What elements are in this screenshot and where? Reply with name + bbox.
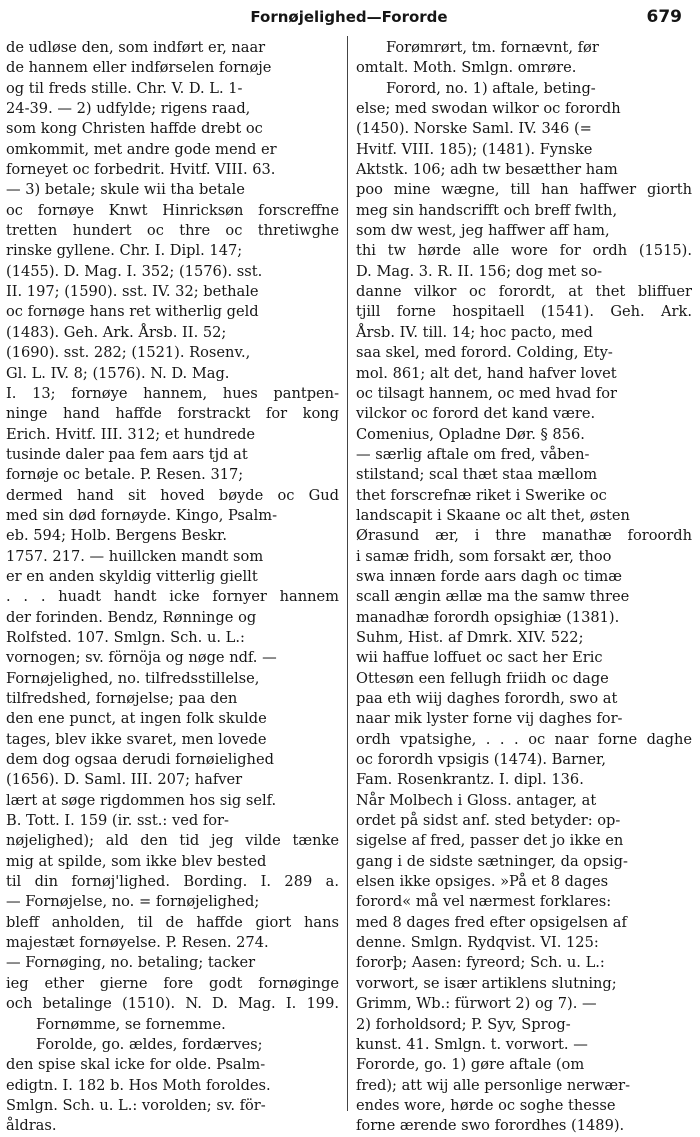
text-line: paa eth wiij daghes forordh, swo at (356, 690, 618, 707)
text-line: och betalinge (1510). N. D. Mag. I. 199. (6, 995, 339, 1013)
text-line: D. Mag. 3. R. II. 156; dog met so- (356, 262, 603, 280)
text-line: — Fornøjelse, no. = fornøjelighed; (6, 893, 260, 911)
text-line: 24-39. — 2) udfylde; rigens raad, (6, 100, 251, 118)
text-line: Fam. Rosenkrantz. I. dipl. 136. (356, 771, 584, 789)
text-line: ieg ether gierne fore godt fornøginge (6, 974, 339, 992)
text-line: de hannem eller indførselen fornøje (6, 59, 272, 77)
text-line: vilckor oc forord det kand være. (356, 405, 596, 423)
text-line: Forolde, go. ældes, fordærves; (36, 1035, 263, 1053)
text-line: forord« må vel nærmest forklares: (356, 893, 612, 911)
text-line: Forord, no. 1) aftale, beting- (386, 79, 596, 97)
text-line: saa skel, med forord. Colding, Ety- (356, 344, 613, 362)
text-line: Aktstk. 106; adh tw besætther ham (356, 161, 618, 179)
text-line: tusinde daler paa fem aars tjd at (6, 445, 248, 463)
text-line: mig at spilde, som ikke blev bested (6, 852, 267, 870)
text-line: manadhæ forordh opsighiæ (1381). (356, 608, 620, 626)
text-line: oc fornøge hans ret witherlig geld (6, 303, 259, 321)
text-line: lært at søge rigdommen hos sig self. (6, 791, 277, 809)
text-line: vornogen; sv. förnöja og nøge ndf. — (6, 649, 277, 667)
text-line: 2) forholdsord; P. Syv, Sprog- (356, 1015, 571, 1033)
running-title: Fornøjelighed—Forordе (250, 8, 448, 26)
text-line: (1455). D. Mag. I. 352; (1576). sst. (6, 262, 263, 280)
text-line: ninge hand haffde forstrackt for kong (6, 405, 339, 423)
text-line: (1483). Geh. Ark. Årsb. II. 52; (6, 323, 227, 341)
text-line: vorwort, se især artiklens slutning; (356, 974, 617, 992)
text-line: mol. 861; alt det, hand hafver lovet (356, 364, 617, 382)
text-line: Forordе, go. 1) gøre aftale (om (356, 1056, 585, 1074)
text-line: eb. 594; Holb. Bergens Beskr. (6, 527, 228, 545)
text-line: Grimm, Wb.: fürwort 2) og 7). — (356, 995, 597, 1013)
text-line: tretten hundert oc thre oc thretiwghe (6, 222, 339, 240)
text-line: Ottesøn een fellugh friidh oc dage (356, 669, 609, 687)
text-line: der forinden. Bendz, Rønninge og (6, 608, 257, 626)
text-line: Fornømme, se fornemme. (36, 1015, 226, 1033)
text-line: swa innæn forde aars dagh oc timæ (356, 567, 622, 585)
text-line: tilfredshed, fornøjelse; paa den (6, 690, 238, 707)
text-line: elsen ikke opsiges. »På et 8 dages (356, 873, 609, 891)
text-line: Når Molbech i Gloss. antager, at (356, 791, 597, 809)
text-line: som kong Christen haffde drebt oc (6, 120, 263, 138)
text-line: . . . huadt handt icke fornyer hannem (6, 588, 339, 606)
right-column (356, 38, 693, 1135)
text-line: edigtn. I. 182 b. Hos Moth foroldes. (6, 1076, 271, 1094)
text-line: den ene punct, at ingen folk skulde (6, 710, 267, 728)
text-line: omtalt. Moth. Smlgn. omrøre. (356, 59, 577, 77)
text-line: fred); att wij alle personlige nerwær- (356, 1076, 631, 1094)
text-line: dem dog ogsaa derudi fornøielighed (6, 751, 274, 769)
text-line: II. 197; (1590). sst. IV. 32; bethale (6, 283, 259, 301)
text-line: Årsb. IV. till. 14; hoc pacto, med (356, 323, 593, 341)
text-line: thet forscrefnæ riket i Swerike oc (356, 486, 607, 504)
text-line: scall ængin ællæ ma the samw three (356, 588, 630, 606)
text-line: fororþ; Aasen: fyreord; Sch. u. L.: (356, 954, 605, 972)
text-line: Smlgn. Sch. u. L.: vorolden; sv. för- (6, 1096, 266, 1114)
text-line: sigelse af fred, passer det jo ikke en (356, 832, 624, 850)
text-line: ordet på sidst anf. sted betyder: op- (356, 812, 621, 830)
text-line: naar mik lyster forne vij daghes for- (356, 710, 623, 728)
text-line: stilstand; scal thæt staa mællom (356, 466, 598, 484)
text-line: åldras. (6, 1117, 57, 1135)
text-line: er en anden skyldig vitterlig giellt (6, 567, 258, 585)
text-line: B. Tott. I. 159 (ir. sst.: ved for- (6, 812, 229, 830)
text-line: wii haffue loffuet oc sact her Eric (356, 649, 603, 667)
text-line: nøjelighed); ald den tid jeg vilde tænke (6, 832, 339, 850)
text-line: landscapit i Skaane oc alt thet, østen (356, 506, 630, 524)
text-line: — 3) betale; skule wii tha betale (6, 181, 245, 199)
text-line: Comenius, Opladne Dør. § 856. (356, 425, 585, 443)
text-line: Ørasund ær, i thre manathæ foroordh (356, 527, 693, 545)
text-line: tages, blev ikke svaret, men lovede (6, 730, 267, 748)
text-line: rinske gyllene. Chr. I. Dipl. 147; (6, 242, 243, 260)
text-line: i samæ fridh, som forsakt ær, thoo (356, 547, 612, 565)
text-line: den spise skal icke for olde. Psalm- (6, 1056, 266, 1074)
text-line: oc tilsagt hannem, oc med hvad for (356, 384, 618, 402)
text-line: meg sin handscrifft och breff fwlth, (356, 201, 618, 219)
text-line: de udløse den, som indført er, naar (6, 39, 266, 56)
text-line: bleff anholden, til de haffde giort hans (6, 913, 339, 931)
text-line: kunst. 41. Smlgn. t. vorwort. — (356, 1035, 588, 1053)
text-line: forneyet oc forbedrit. Hvitf. VIII. 63. (6, 161, 276, 179)
text-line: forne ærende swo forordhes (1489). (356, 1117, 625, 1135)
text-line: 1757. 217. — huillcken mandt som (6, 547, 264, 565)
text-line: (1656). D. Saml. III. 207; hafver (6, 771, 243, 789)
text-line: Hvitf. VIII. 185); (1481). Fynske (356, 140, 593, 158)
text-line: thi tw hørde alle wore for ordh (1515). (356, 242, 692, 260)
text-line: Fornøjelighed, no. tilfredsstillelse, (6, 669, 260, 687)
text-line: ordh vpatsighe, . . . oc naar forne daghe (356, 730, 693, 748)
text-line: — Fornøging, no. betaling; tacker (6, 954, 256, 972)
text-line: poo mine wægne, till han haffwer giorth (356, 181, 692, 199)
text-line: fornøje oc betale. P. Resen. 317; (6, 466, 244, 484)
text-line: gang i de sidste sætninger, da opsig- (356, 852, 628, 870)
text-line: til din fornøj'lighed. Bording. I. 289 a. (6, 873, 339, 891)
text-line: og til freds stille. Chr. V. D. L. 1- (6, 79, 243, 97)
text-line: med sin død fornøyde. Kingo, Psalm- (6, 506, 278, 524)
text-line: (1450). Norske Saml. IV. 346 (= (356, 120, 592, 138)
text-line: Rolfsted. 107. Smlgn. Sch. u. L.: (6, 628, 245, 646)
text-line: oc fornøye Knwt Hinricksøn forscreffne (6, 201, 340, 219)
text-line: denne. Smlgn. Rydqvist. VI. 125: (356, 934, 599, 952)
text-line: oc forordh vpsigis (1474). Barner, (356, 751, 607, 769)
text-line: Gl. L. IV. 8; (1576). N. D. Mag. (6, 364, 230, 382)
text-line: else; med swodan wilkor oc forordh (356, 100, 621, 118)
text-line: Erich. Hvitf. III. 312; et hundrede (6, 425, 256, 443)
text-line: med 8 dages fred efter opsigelsen af (356, 913, 627, 931)
text-line: dermed hand sit hoved bøyde oc Gud (6, 486, 340, 504)
page-number: 679 (646, 7, 682, 27)
text-line: som dw west, jeg haffwer aff ham, (356, 222, 610, 240)
page-header (12, 0, 686, 34)
text-line: Forømrørt, tm. fornævnt, før (386, 39, 599, 56)
text-line: I. 13; fornøye hannem, hues pantpen- (6, 384, 340, 402)
text-line: Suhm, Hist. af Dmrk. XIV. 522; (356, 628, 584, 646)
column-divider (347, 36, 348, 1111)
text-line: danne vilkor oc forordt, at thet bliffuer (356, 283, 692, 301)
text-line: (1690). sst. 282; (1521). Rosenv., (6, 344, 251, 362)
text-line: — særlig aftale om fred, våben- (356, 445, 590, 463)
text-line: majestæt fornøyelse. P. Resen. 274. (6, 934, 269, 952)
left-column (6, 38, 340, 1135)
text-line: omkommit, met andre gode mend er (6, 140, 277, 158)
text-line: endes wore, hørde oc soghe thesse (356, 1096, 616, 1114)
text-line: tjill forne hospitaell (1541). Geh. Ark. (356, 303, 693, 321)
